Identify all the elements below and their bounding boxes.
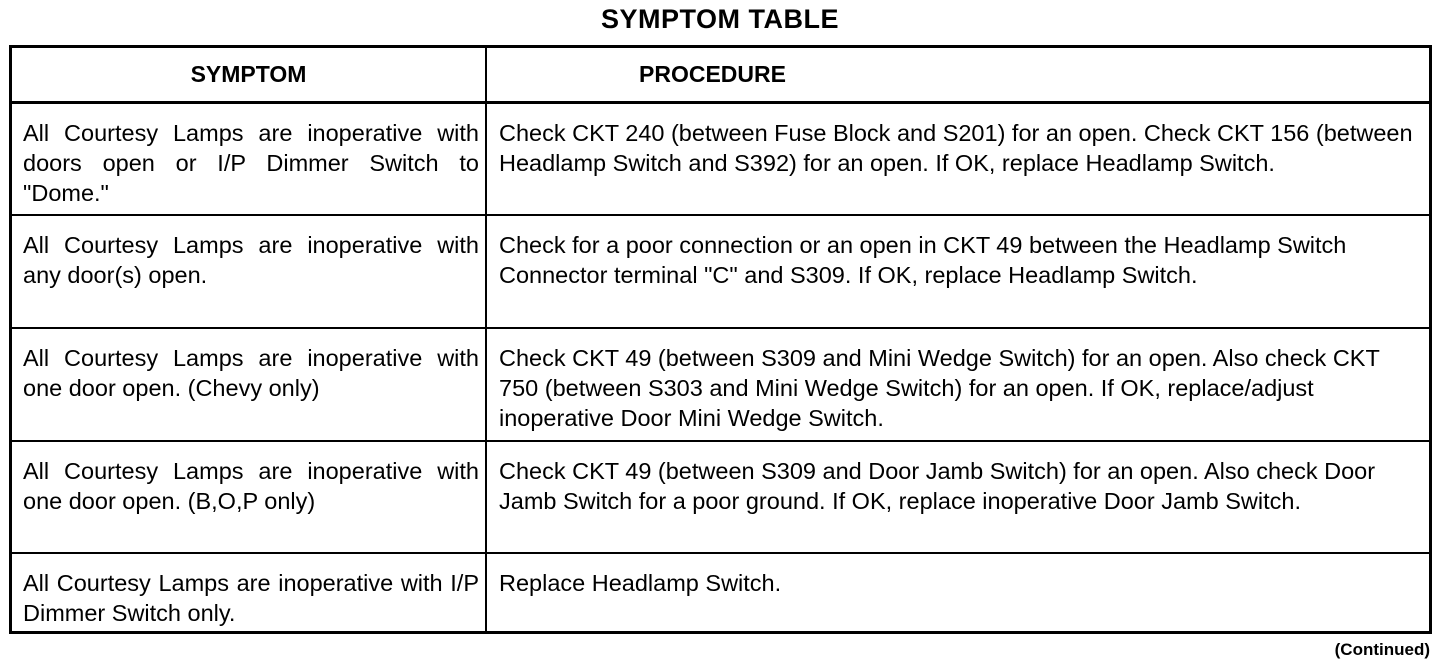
procedure-cell: Check CKT 49 (between S309 and Mini Wedge Switch) for an open. Also check CKT 750 (between S303 and Mini Wedge Switch) for an open. If OK, replace/adjust inoperative Door Mini Wedge Switch. (486, 328, 1429, 441)
procedure-cell: Check CKT 49 (between S309 and Door Jamb Switch) for an open. Also check Door Jamb Switch for a poor ground. If OK, replace inoperative Door Jamb Switch. (486, 441, 1429, 553)
symptom-cell: All Courtesy Lamps are inoperative with one door open. (Chevy only) (12, 328, 486, 441)
procedure-cell: Check for a poor connection or an open in CKT 49 between the Headlamp Switch Connector terminal "C" and S309. If OK, replace Headlamp Switch. (486, 215, 1429, 328)
table-row (12, 441, 1429, 553)
table-row (12, 328, 1429, 441)
symptom-cell: All Courtesy Lamps are inoperative with one door open. (B,O,P only) (12, 441, 486, 553)
header-row (12, 48, 1429, 102)
symptom-table (9, 45, 1432, 634)
procedure-cell: Check CKT 240 (between Fuse Block and S201) for an open. Check CKT 156 (between Headlamp Switch and S392) for an open. If OK, replace Headlamp Switch. (486, 102, 1429, 215)
column-header-procedure: PROCEDURE (486, 48, 1429, 102)
table-title: SYMPTOM TABLE (600, 4, 839, 34)
symptom-cell: All Courtesy Lamps are inoperative with I/P Dimmer Switch only. (12, 553, 486, 634)
symptom-cell: All Courtesy Lamps are inoperative with any door(s) open. (12, 215, 486, 328)
continued-note: (Continued) (1334, 640, 1430, 659)
column-header-symptom: SYMPTOM (12, 48, 486, 102)
table-row (12, 553, 1429, 634)
symptom-cell: All Courtesy Lamps are inoperative with doors open or I/P Dimmer Switch to "Dome." (12, 102, 486, 215)
table-row (12, 215, 1429, 328)
procedure-cell: Replace Headlamp Switch. (486, 553, 1429, 634)
table-row (12, 102, 1429, 215)
